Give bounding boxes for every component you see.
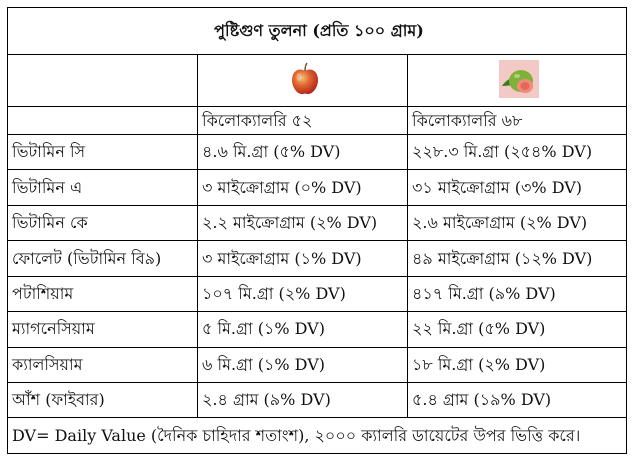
title-row [8,8,627,55]
guava-value: ৪৯ মাইক্রোগ্রাম (১২% DV) [408,241,627,276]
nutrient-name: ভিটামিন কে [8,205,198,240]
nutrition-table [7,7,627,454]
apple-value: ২.২ মাইক্রোগ্রাম (২% DV) [198,205,408,240]
guava-icon [499,60,539,102]
apple-icon [290,62,320,100]
empty-corner-cell [8,55,198,107]
guava-value: ৪১৭ মি.গ্রা (৯% DV) [408,276,627,311]
table-row [8,347,627,382]
apple-value: ৪.৬ মি.গ্রা (৫% DV) [198,134,408,169]
table-row [8,312,627,347]
guava-value: ২২ মি.গ্রা (৫% DV) [408,312,627,347]
table-row [8,382,627,417]
table-row [8,205,627,240]
table-row [8,134,627,169]
guava-calories: কিলোক্যালরি ৬৮ [408,106,627,134]
guava-value: ১৮ মি.গ্রা (২% DV) [408,347,627,382]
apple-value: ১০৭ মি.গ্রা (২% DV) [198,276,408,311]
nutrient-name: ম্যাগনেসিয়াম [8,312,198,347]
nutrient-name: ভিটামিন সি [8,134,198,169]
nutrient-name: পটাশিয়াম [8,276,198,311]
nutrient-name: আঁশ (ফাইবার) [8,382,198,417]
apple-calories: কিলোক্যালরি ৫২ [198,106,408,134]
image-row [8,55,627,107]
apple-image-cell [198,55,408,107]
guava-value: ৩১ মাইক্রোগ্রাম (৩% DV) [408,170,627,205]
apple-value: ২.৪ গ্রাম (৯% DV) [198,382,408,417]
apple-value: ৫ মি.গ্রা (১% DV) [198,312,408,347]
guava-image-cell [408,55,627,107]
table-title: পুষ্টিগুণ তুলনা (প্রতি ১০০ গ্রাম) [8,8,627,55]
calories-row [8,106,627,134]
table-row [8,276,627,311]
guava-value: ৫.৪ গ্রাম (১৯% DV) [408,382,627,417]
footnote: DV= Daily Value (দৈনিক চাহিদার শতাংশ), ২০০০ ক্যালরি ডায়েটের উপর ভিত্তি করে। [8,418,627,454]
guava-value: ২২৮.৩ মি.গ্রা (২৫৪% DV) [408,134,627,169]
table-row [8,170,627,205]
apple-value: ৩ মাইক্রোগ্রাম (১% DV) [198,241,408,276]
guava-value: ২.৬ মাইক্রোগ্রাম (২% DV) [408,205,627,240]
footnote-row [8,418,627,454]
nutrient-name: ক্যালসিয়াম [8,347,198,382]
apple-value: ৬ মি.গ্রা (১% DV) [198,347,408,382]
nutrient-name: ফোলেট (ভিটামিন বি৯) [8,241,198,276]
nutrient-name: ভিটামিন এ [8,170,198,205]
apple-value: ৩ মাইক্রোগ্রাম (০% DV) [198,170,408,205]
calories-label-cell [8,106,198,134]
table-row [8,241,627,276]
